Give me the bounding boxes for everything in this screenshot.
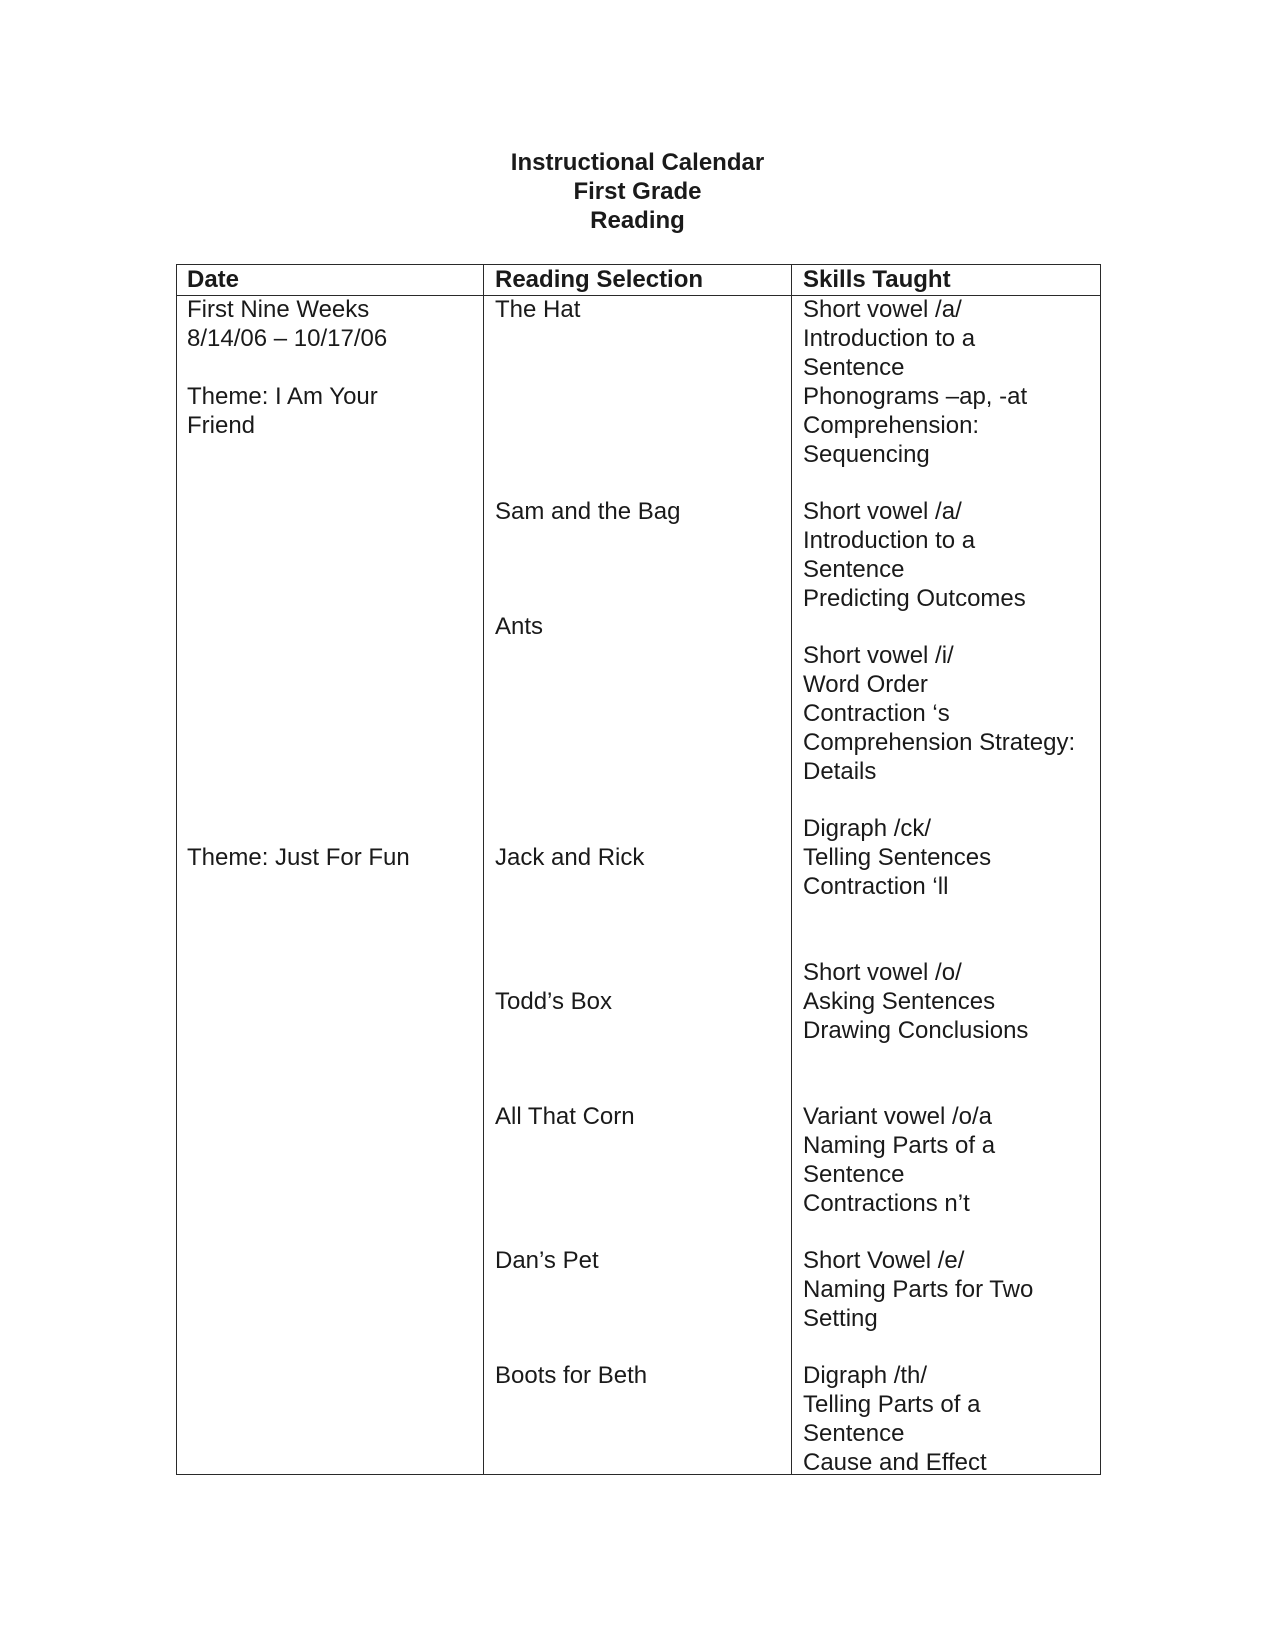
calendar-table bbox=[176, 264, 1101, 1475]
skill-line: Digraph /th/ bbox=[803, 1362, 928, 1389]
selection-the-hat: The Hat bbox=[495, 296, 581, 323]
skill-line: Short vowel /i/ bbox=[803, 642, 954, 669]
theme-i-am-your-friend-line2: Friend bbox=[187, 412, 256, 439]
skill-line: Sentence bbox=[803, 1161, 905, 1188]
skill-line: Short vowel /a/ bbox=[803, 296, 962, 323]
header-skills-taught: Skills Taught bbox=[803, 266, 951, 293]
skill-line: Sentence bbox=[803, 556, 905, 583]
skills-group-ants bbox=[803, 641, 1075, 786]
skill-line: Short Vowel /e/ bbox=[803, 1247, 965, 1274]
skill-line: Contraction ‘ll bbox=[803, 873, 949, 900]
date-period: First Nine Weeks bbox=[187, 296, 370, 323]
skills-group-dans-pet bbox=[803, 1246, 1033, 1333]
skill-line: Phonograms –ap, -at bbox=[803, 383, 1028, 410]
skills-group-all-that-corn bbox=[803, 1102, 995, 1218]
skills-group-jack-and-rick bbox=[803, 814, 991, 901]
skill-line: Word Order bbox=[803, 671, 928, 698]
skill-line: Sequencing bbox=[803, 441, 930, 468]
skill-line: Predicting Outcomes bbox=[803, 585, 1026, 612]
skills-group-boots-for-beth bbox=[803, 1361, 987, 1477]
selection-boots-for-beth: Boots for Beth bbox=[495, 1362, 648, 1389]
skill-line: Telling Parts of a bbox=[803, 1391, 981, 1418]
skill-line: Details bbox=[803, 758, 877, 785]
skills-group-sam-and-the-bag bbox=[803, 497, 1026, 613]
header-date: Date bbox=[187, 266, 240, 293]
skill-line: Naming Parts for Two bbox=[803, 1276, 1034, 1303]
skill-line: Sentence bbox=[803, 1420, 905, 1447]
skill-line: Short vowel /a/ bbox=[803, 498, 962, 525]
title-line-1: Instructional Calendar bbox=[510, 149, 765, 176]
theme-i-am-your-friend-line1: Theme: I Am Your bbox=[187, 383, 378, 410]
skill-line: Drawing Conclusions bbox=[803, 1017, 1029, 1044]
selection-todds-box: Todd’s Box bbox=[495, 988, 612, 1015]
selection-sam-and-the-bag: Sam and the Bag bbox=[495, 498, 681, 525]
skill-line: Digraph /ck/ bbox=[803, 815, 932, 842]
date-range: 8/14/06 – 10/17/06 bbox=[187, 325, 388, 352]
skill-line: Naming Parts of a bbox=[803, 1132, 996, 1159]
skill-line: Variant vowel /o/a bbox=[803, 1103, 992, 1130]
skill-line: Introduction to a bbox=[803, 325, 976, 352]
skill-line: Cause and Effect bbox=[803, 1449, 987, 1476]
skill-line: Setting bbox=[803, 1305, 878, 1332]
skill-line: Comprehension: bbox=[803, 412, 980, 439]
skill-line: Short vowel /o/ bbox=[803, 959, 962, 986]
skill-line: Contractions n’t bbox=[803, 1190, 970, 1217]
column-divider-2 bbox=[791, 265, 792, 1474]
document-title bbox=[0, 148, 1275, 235]
theme-just-for-fun: Theme: Just For Fun bbox=[187, 844, 410, 871]
skill-line: Contraction ‘s bbox=[803, 700, 950, 727]
title-line-2: First Grade bbox=[573, 178, 702, 205]
selection-jack-and-rick: Jack and Rick bbox=[495, 844, 645, 871]
selection-all-that-corn: All That Corn bbox=[495, 1103, 635, 1130]
skill-line: Sentence bbox=[803, 354, 905, 381]
skills-group-the-hat bbox=[803, 295, 1027, 469]
column-divider-1 bbox=[483, 265, 484, 1474]
skill-line: Telling Sentences bbox=[803, 844, 992, 871]
skill-line: Introduction to a bbox=[803, 527, 976, 554]
selection-dans-pet: Dan’s Pet bbox=[495, 1247, 599, 1274]
skills-group-todds-box bbox=[803, 958, 1028, 1045]
skill-line: Comprehension Strategy: bbox=[803, 729, 1076, 756]
title-line-3: Reading bbox=[590, 207, 685, 234]
skill-line: Asking Sentences bbox=[803, 988, 996, 1015]
selection-ants: Ants bbox=[495, 613, 544, 640]
header-reading-selection: Reading Selection bbox=[495, 266, 704, 293]
